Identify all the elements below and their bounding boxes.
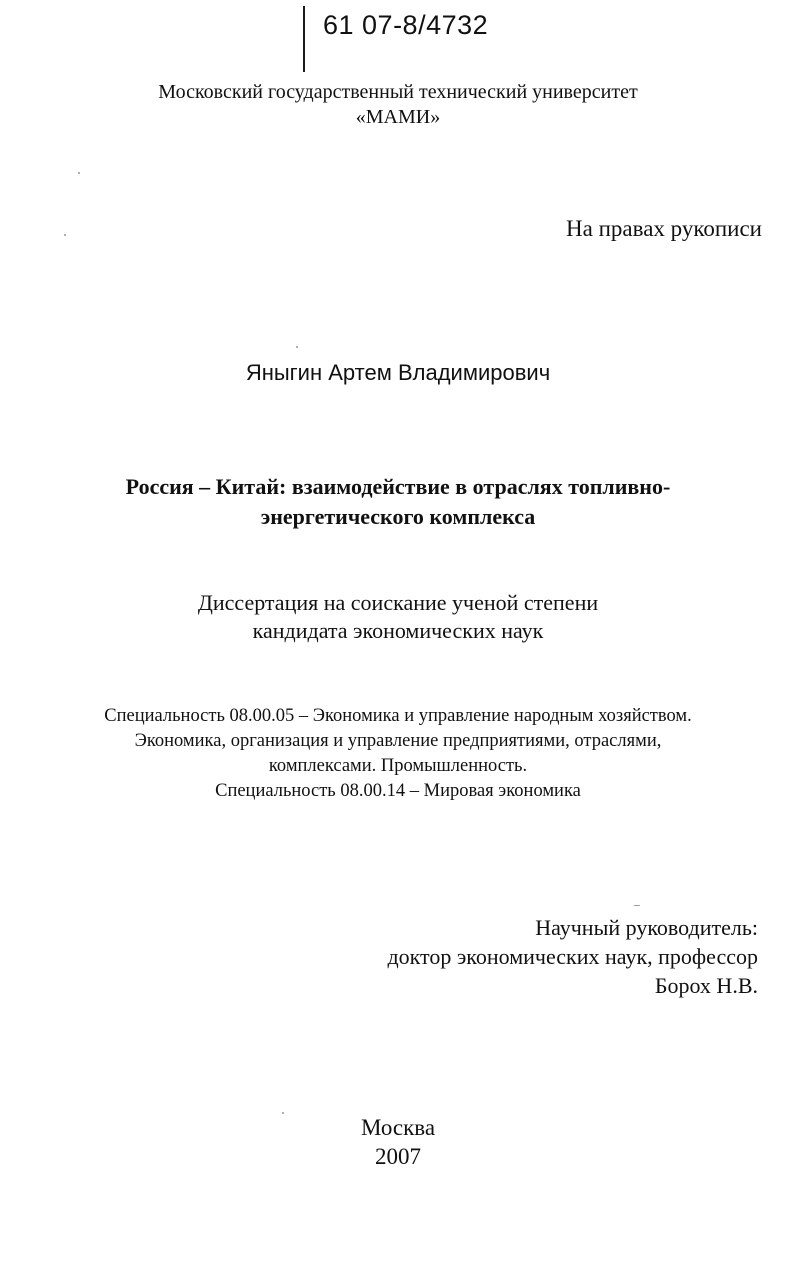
thesis-title (0, 472, 796, 532)
scan-speck (282, 1112, 284, 1114)
manuscript-note: На правах рукописи (566, 216, 762, 241)
university-abbreviation: «МАМИ» (355, 106, 441, 128)
scan-speck (634, 905, 640, 906)
stamp-number: 61 07-8/4732 (323, 10, 489, 40)
university-name: Московский государственный технический университет (158, 81, 638, 103)
author-name: Яныгин Артем Владимирович (245, 360, 551, 385)
dissertation-line-2: кандидата экономических наук (252, 618, 544, 643)
university-block (0, 80, 796, 130)
supervisor-block (387, 913, 758, 1000)
scan-speck (296, 346, 298, 348)
scan-speck (64, 234, 66, 236)
place-and-year (0, 1113, 796, 1171)
specialty-line-1: Специальность 08.00.05 – Экономика и управление народным хозяйством. (104, 706, 692, 726)
specialty-line-4: Специальность 08.00.14 – Мировая экономика (215, 781, 581, 801)
specialty-line-2: Экономика, организация и управление предприятиями, отраслями, (134, 731, 662, 751)
scan-speck (78, 172, 80, 174)
year: 2007 (375, 1144, 421, 1169)
supervisor-degree: доктор экономических наук, профессор (387, 944, 758, 969)
dissertation-line-1: Диссертация на соискание ученой степени (197, 590, 599, 615)
supervisor-name: Борох Н.В. (654, 973, 758, 998)
supervisor-label: Научный руководитель: (535, 915, 758, 940)
thesis-title-line-2: энергетического комплекса (260, 504, 536, 529)
stamp-divider-line (303, 6, 305, 72)
specialties-block (0, 704, 796, 804)
specialty-line-3: комплексами. Промышленность. (268, 756, 528, 776)
dissertation-description (0, 589, 796, 645)
thesis-title-line-1: Россия – Китай: взаимодействие в отраслях топливно- (125, 474, 671, 499)
city-name: Москва (360, 1115, 436, 1140)
